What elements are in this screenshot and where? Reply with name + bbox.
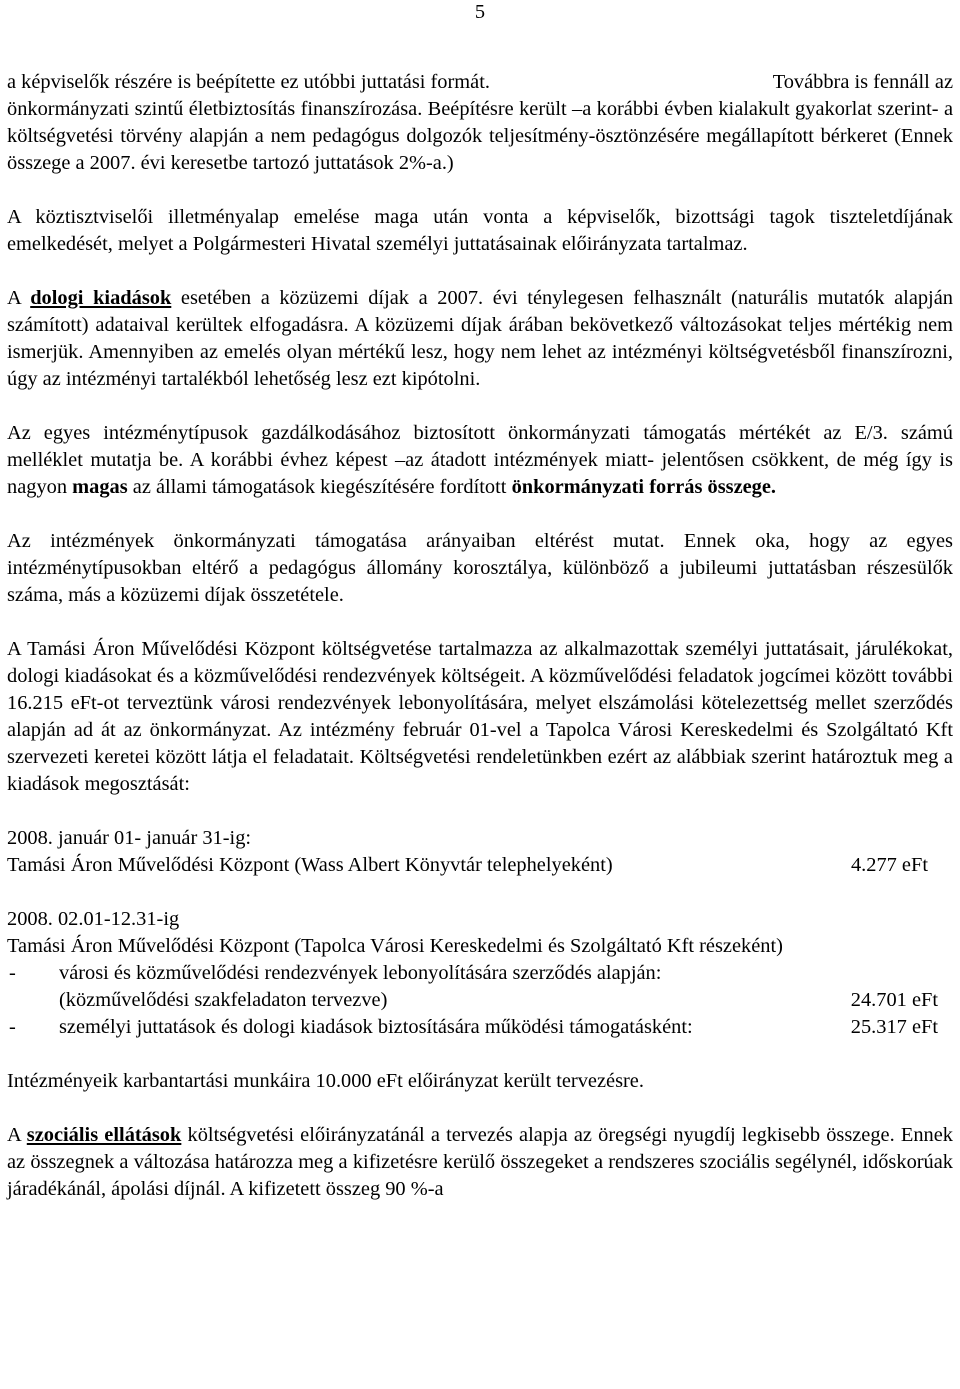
bold-term-magas: magas [72,476,128,498]
text-segment: költségvetési előirányzatánál a tervezés alapja az öregségi nyugdíj legkisebb összege. Ennek az összegnek a változása határozza meg a kifizetésre kerülő összegeket a rendszeres szociális segélynél, időskorúak járadékánál, ápolási díjnál. A kifizetett összeg 90 %-a [7,1124,953,1200]
allocation-item-text: személyi juttatások és dologi kiadások biztosítására működési támogatásként: [59,1016,693,1038]
allocation-label: Tamási Áron Művelődési Központ (Wass Albert Könyvtár telephelyeként) [7,854,613,876]
allocation-item-text: városi és közművelődési rendezvények lebonyolítására szerződés alapján: [59,962,662,984]
allocation-amount: 25.317 eFt [850,1016,938,1038]
allocation-item-row [59,1014,953,1041]
paragraph-life-insurance [7,69,953,177]
allocation-item [7,1014,953,1041]
paragraph-civil-servant-allowance: A köztisztviselői illetményalap emelése maga után vonta a képviselők, bizottsági tagok tiszteletdíjának emelkedését, melyet a Polgármesteri Hivatal személyi juttatásainak előirányzata tartalmaz. [7,206,953,255]
paragraph-support-ratio: Az intézmények önkormányzati támogatása arányaiban eltérést mutat. Ennek oka, hogy az egyes intézménytípusokban eltérő a pedagógus állomány korosztálya, különböző a jubileumi juttatásban részesülők száma, más a közüzemi díjak összetétele. [7,530,953,606]
text-segment: esetében a közüzemi díjak a 2007. évi ténylegesen felhasznált (naturális mutatók alapján számított) adataival kerültek elfogadásra. A közüzemi díjak árában bekövetkező változásokat teljes mértékig nem ismerjük. Amennyiben az emelés olyan mértékű lesz, hogy nem lehet az intézményi költségvetésből finanszírozni, úgy az intézményi tartalékból lehetőség lesz ezt kipótolni. [7,287,953,390]
allocation-block-feb-dec [7,906,953,1041]
paragraph-maintenance: Intézményeik karbantartási munkáira 10.000 eFt előirányzat került tervezésre. [7,1070,644,1092]
text-segment: Az egyes intézménytípusok gazdálkodásához biztosított önkormányzati támogatás mértékét az E/3. számú melléklet mutatja be. A korábbi évhez képest –az átadott intézmények miatt- jelentősen csökkent, de még így is nagyon [7,422,953,498]
allocation-label: Tamási Áron Művelődési Központ (Tapolca Városi Kereskedelmi és Szolgáltató Kft részeként) [7,935,783,957]
document-body [7,69,953,1203]
allocation-amount: 24.701 eFt [850,989,938,1011]
page-number: 5 [474,1,486,23]
text-segment: A [7,1124,21,1146]
paragraph-first-line-left: a képviselők részére is beépítette ez utóbbi juttatási formát. [7,71,490,93]
paragraph-first-line-right: Továbbra is fennáll az [772,71,953,93]
allocation-item-row [59,987,953,1014]
bold-term-forras: önkormányzati forrás összege. [511,476,777,498]
allocation-block-january [7,825,953,879]
paragraph-material-expenses [7,285,953,393]
underlined-term-szocialis-ellatasok: szociális ellátások [26,1124,182,1146]
text-segment: az állami támogatások kiegészítésére fordított [132,476,507,498]
underlined-term-dologi-kiadasok: dologi kiadások [30,287,172,309]
allocation-item-note: (közművelődési szakfeladaton tervezve) [59,989,388,1011]
paragraph-first-line [7,69,953,96]
list-dash: - [9,1016,16,1038]
text-segment: A [7,287,21,309]
paragraph-cultural-center: A Tamási Áron Művelődési Központ költségvetése tartalmazza az alkalmazottak személyi juttatásait, járulékokat, dologi kiadásokat és a közművelődési rendezvények költségeit. A közművelődési feladatok jogcímei között további 16.215 eFt-ot terveztünk városi rendezvények lebonyolítására, melyet elszámolási kötelezettség mellet szerződés alapján ad át az önkormányzat. Az intézmény február 01-vel a Tapolca Városi Kereskedelmi és Szolgáltató Kft szervezeti keretei között látja el feladatait. Költségvetési rendeletünkben ezért az alábbiak szerint határoztuk meg a kiadások megosztását: [7,638,953,795]
paragraph-social-benefits [7,1122,953,1203]
paragraph-institution-support [7,420,953,501]
allocation-item [7,960,953,1014]
list-dash: - [9,962,16,984]
allocation-heading: 2008. január 01- január 31-ig: [7,827,252,849]
paragraph-text: önkormányzati szintű életbiztosítás finanszírozása. Beépítésre került –a korábbi évben kialakult gyakorlat szerint- a költségvetési törvény alapján a nem pedagógus dolgozók teljesítmény-ösztönzésére megállapított bérkeret (Ennek összege a 2007. évi keresetbe tartozó juttatások 2%-a.) [7,98,953,174]
allocation-row [7,852,953,879]
allocation-heading: 2008. 02.01-12.31-ig [7,908,180,930]
allocation-item-body [59,960,953,1014]
allocation-amount: 4.277 eFt [850,854,928,876]
